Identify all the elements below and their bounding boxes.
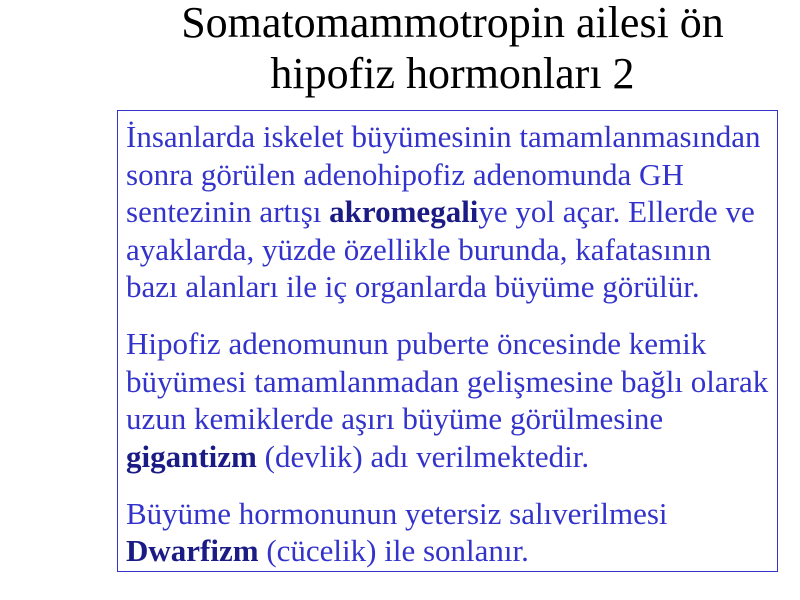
text-line (126, 193, 769, 231)
line-text: sentezinin artışı (126, 194, 330, 229)
text-line (126, 400, 769, 438)
text-box (117, 110, 778, 572)
text-line (126, 438, 769, 476)
key-term-dwarfizm: Dwarfizm (126, 533, 259, 568)
text-line (126, 495, 769, 533)
key-term-akromegali: akromegali (329, 194, 479, 229)
paragraph-dwarfism (126, 495, 769, 570)
line-text: sonra görülen adenohipofiz adenomunda GH (126, 156, 684, 192)
text-line (126, 325, 769, 363)
line-text: ye yol açar. Ellerde ve (478, 194, 755, 229)
text-line (126, 268, 769, 306)
paragraph-gigantism (126, 325, 769, 475)
line-text: (devlik) adı verilmektedir. (256, 438, 590, 474)
line-text: uzun kemiklerde aşırı büyüme görülmesine (126, 401, 664, 436)
text-line (126, 118, 769, 156)
title-line: hipofiz hormonları 2 (270, 49, 635, 98)
title-line: Somatomammotropin ailesi ön (181, 0, 724, 47)
text-line (126, 363, 769, 401)
text-line (126, 156, 769, 194)
line-text: İnsanlarda iskelet büyümesinin tamamlanmasından (126, 119, 761, 154)
line-text: Hipofiz adenomunun puberte öncesinde kemik (126, 326, 707, 361)
text-line (126, 532, 769, 570)
line-text: bazı alanları ile iç organlarda büyüme görülür. (126, 269, 700, 304)
line-text: ayaklarda, yüzde özellikle burunda, kafatasının (126, 231, 712, 267)
key-term-gigantizm: gigantizm (126, 438, 257, 474)
line-text: büyümesi tamamlanmadan gelişmesine bağlı olarak (126, 363, 769, 399)
line-text: (cücelik) ile sonlanır. (258, 533, 529, 568)
text-line (126, 231, 769, 269)
slide-title (105, 0, 800, 99)
paragraph-acromegaly (126, 118, 769, 306)
line-text: Büyüme hormonunun yetersiz salıverilmesi (126, 495, 668, 531)
